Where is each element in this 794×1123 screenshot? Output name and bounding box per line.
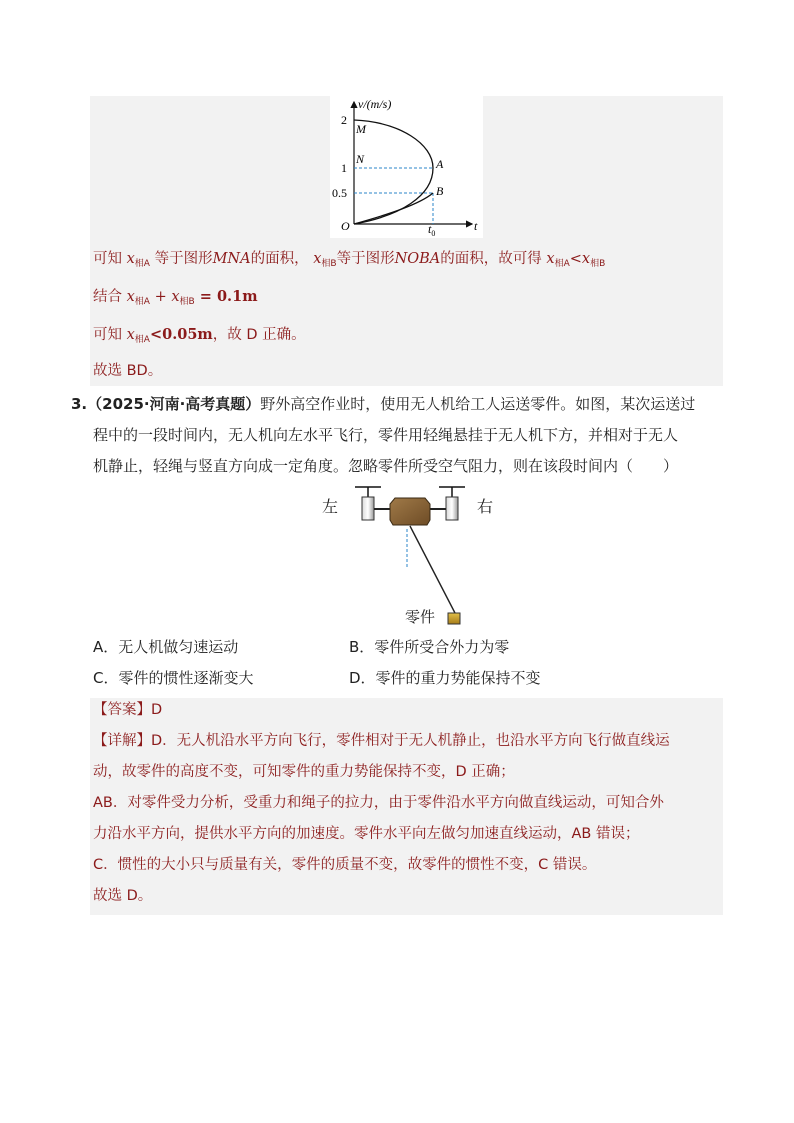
point-M: M (356, 122, 366, 136)
explanation-line-2: 动，故零件的高度不变，可知零件的重力势能保持不变，D 正确； (93, 764, 515, 780)
point-A: A (436, 157, 444, 171)
point-B: B (436, 184, 444, 198)
explanation-line-1: 【详解】D．无人机沿水平方向飞行，零件相对于无人机静止，也沿水平方向飞行做直线运 (93, 733, 670, 749)
option-C[interactable]: C．零件的惯性逐渐变大 (93, 669, 254, 687)
question-line-1: 3.（2025·河南·高考真题）野外高空作业时，使用无人机给工人运送零件。如图，某次运送过 (71, 395, 696, 413)
drone-body (390, 498, 430, 525)
curve-A-lower (354, 168, 433, 224)
y-tick-05: 0.5 (332, 186, 347, 200)
y-axis-label: v/(m/s) (358, 97, 392, 111)
option-B[interactable]: B．零件所受合外力为零 (349, 638, 510, 656)
left-motor (362, 497, 374, 520)
solution-line-1: 可知 $x_{相A}$ 等于图形MNA的面积， $x_{相B}$等于图形NOBA的面积，故可得 $x_{相A}<x_{相B}$ (93, 251, 606, 269)
explanation-line-5: C．惯性的大小只与质量有关，零件的质量不变，故零件的惯性不变，C 错误。 (93, 857, 597, 873)
explanation-line-4: 力沿水平方向，提供水平方向的加速度。零件水平向左做匀加速直线运动，AB 错误； (93, 826, 640, 842)
drone-figure (315, 482, 515, 632)
left-label: 左 (322, 499, 339, 516)
x-tick-t0: $t_0$ (428, 222, 436, 238)
x-axis-label: t (474, 219, 478, 233)
solution-line-4: 故选 BD。 (93, 363, 163, 379)
solution-line-2: 结合 $x_{相A} + x_{相B} = 0.1m$ (93, 288, 258, 307)
solution-line-3: 可知 $x_{相A}<0.05m$，故 D 正确。 (93, 326, 306, 345)
y-tick-2: 2 (341, 113, 347, 127)
vt-graph (330, 96, 483, 238)
explanation-line-6: 故选 D。 (93, 888, 153, 904)
origin-label: O (341, 219, 350, 233)
part-label: 零件 (405, 610, 436, 626)
right-label: 右 (477, 499, 494, 516)
explanation-line-3: AB．对零件受力分析，受重力和绳子的拉力，由于零件沿水平方向做直线运动，可知合外 (93, 795, 664, 811)
question-line-2: 程中的一段时间内，无人机向左水平飞行，零件用轻绳悬挂于无人机下方，并相对于无人 (93, 426, 679, 444)
question-line-3: 机静止，轻绳与竖直方向成一定角度。忽略零件所受空气阻力，则在该段时间内（ ） (93, 457, 679, 475)
rope (410, 526, 455, 613)
option-A[interactable]: A．无人机做匀速运动 (93, 638, 239, 656)
y-tick-1: 1 (341, 161, 347, 175)
right-motor (446, 497, 458, 520)
answer-line: 【答案】D (93, 702, 163, 718)
vt-graph-svg (330, 96, 483, 238)
part-box (448, 613, 460, 624)
curve-B (354, 193, 433, 224)
point-N: N (356, 152, 365, 166)
drone-figure-svg (315, 482, 515, 632)
option-D[interactable]: D．零件的重力势能保持不变 (349, 669, 541, 687)
